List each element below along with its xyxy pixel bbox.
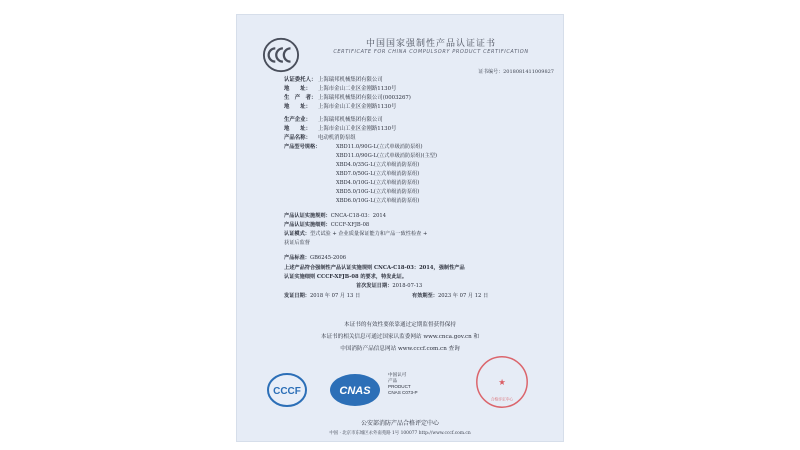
field-label: 产品名称： [284, 135, 311, 141]
certificate-number-value: 2018081411009827 [503, 69, 554, 75]
model-item: XBD11.0/90G-L(立式单级消防泵组)(主型) [336, 153, 437, 159]
expiry-date-value: 2023 年 07 月 12 日 [437, 293, 489, 299]
field-manufacturer-address [284, 103, 396, 111]
models-label: 产品型号规格： [284, 144, 321, 150]
field-value: 上海市金山工业区金刚路1130号 [318, 126, 397, 132]
cnas-caption-product: 产品 [388, 378, 398, 383]
issue-date-label: 发证日期： [284, 293, 310, 299]
field-product-name [284, 134, 356, 142]
field-label: 地 址： [284, 104, 311, 110]
rule-label: 产品认证实施规则： [284, 213, 331, 219]
cnas-caption-en: PRODUCT [388, 384, 411, 389]
field-label: 认证委托人： [284, 77, 317, 83]
cnas-caption-code: CNAS C073-P [388, 390, 418, 395]
model-item: XBD4.0/35G-L(立式单级消防泵组) [336, 162, 420, 168]
field-applicant [284, 76, 383, 84]
issue-date-value: 2018 年 07 月 13 日 [309, 293, 361, 299]
certificate-number-label: 证书编号： [478, 69, 504, 75]
rule-standard [284, 254, 346, 262]
svg-text:合格评定中心: 合格评定中心 [490, 397, 514, 402]
expiry-date-label: 有效期至： [412, 293, 438, 299]
field-factory-address [284, 125, 396, 133]
expiry-date [412, 292, 488, 300]
official-stamp-icon [474, 354, 530, 410]
certificate-number [478, 68, 554, 75]
note-line: 中国消防产品信息网站 www.cccf.com.cn 查询 [340, 346, 460, 352]
field-value: 上海市金山工业区金刚路1130号 [318, 104, 397, 110]
model-item: XBD4.0/10G-L(立式单级消防泵组) [336, 180, 420, 186]
footer-title: 公安部消防产品合格评定中心 [360, 420, 439, 427]
note-line: 本证书的相关信息可通过国家认监委网站 www.cnca.gov.cn 和 [320, 334, 480, 340]
model-item: XBD11.0/90G-L(立式单级消防泵组) [336, 144, 423, 150]
rule-implementation [284, 212, 386, 220]
field-label: 生 产 者： [284, 95, 317, 101]
rule-value: GB6245-2006 [309, 255, 347, 261]
field-value: 上海瑞邦机械集团有限公司 [318, 77, 383, 83]
cnas-caption [388, 372, 418, 396]
statement-line-1: 上述产品符合强制性产品认证实施规则 CNCA-C18-03：2014，强制性产品 [284, 265, 465, 271]
footer-address: 中国 · 北京市东城区永外南苑路 1号 100077 http://www.cccf.com.cn [329, 431, 471, 436]
field-value: 上海市金山二业区金刚路1130号 [318, 86, 397, 92]
rule-label: 产品标准： [284, 255, 310, 261]
field-label: 生产企业： [284, 117, 311, 123]
cnas-logo-icon [328, 372, 382, 408]
cccf-logo-text: CCCF [273, 386, 301, 397]
certificate-title: 中国国家强制性产品认证证书 [365, 39, 496, 49]
rule-value: 型式试验 + 企业质量保证能力和产品一致性检查 + [309, 231, 428, 237]
certificate-subtitle: CERTIFICATE FOR CHINA COMPULSORY PRODUCT CERTIFICATION [333, 49, 529, 55]
svg-text:★: ★ [498, 376, 506, 387]
rule-value: CNCA-C18-03：2014 [330, 213, 386, 219]
field-factory [284, 116, 383, 124]
field-value: 电动机消防泵组 [318, 135, 356, 141]
field-label: 地 址： [284, 86, 311, 92]
issue-date [284, 292, 360, 300]
field-value: 上海瑞邦机械集团有限公司 [318, 117, 383, 123]
first-issue-label: 首次发证日期： [356, 283, 393, 289]
field-value: 上海瑞邦机械集团有限公司(0003267) [318, 95, 411, 101]
field-label: 地 址： [284, 126, 311, 132]
cccf-logo-icon [266, 372, 308, 408]
statement-line-2: 认证实施细则 CCCF-XFJB-08 的要求，特发此证。 [284, 274, 408, 280]
ccc-logo-icon [262, 36, 300, 74]
cnas-logo-text: CNAS [339, 385, 371, 397]
rule-label: 产品认证实施细则： [284, 222, 331, 228]
field-applicant-address [284, 85, 396, 93]
model-item: XBD7.0/50G-L(立式单级消防泵组) [336, 171, 420, 177]
rule-detail [284, 221, 369, 229]
rule-label: 认证模式： [284, 231, 310, 237]
rule-mode-cont: 获证后监督 [284, 240, 310, 246]
first-issue-value: 2018-07-13 [392, 283, 423, 289]
cnas-caption-cn: 中国认可 [388, 372, 407, 377]
model-item: XBD6.0/10G-L(立式单级消防泵组) [336, 198, 420, 204]
rule-value: CCCF-XFJB-08 [330, 222, 370, 228]
model-item: XBD5.0/10G-L(立式单级消防泵组) [336, 189, 420, 195]
first-issue [356, 282, 422, 290]
rule-mode [284, 230, 427, 238]
field-manufacturer [284, 94, 411, 102]
certificate [236, 14, 564, 442]
note-line: 本证书的有效性要依靠通过定期监督获得保持 [344, 322, 456, 328]
